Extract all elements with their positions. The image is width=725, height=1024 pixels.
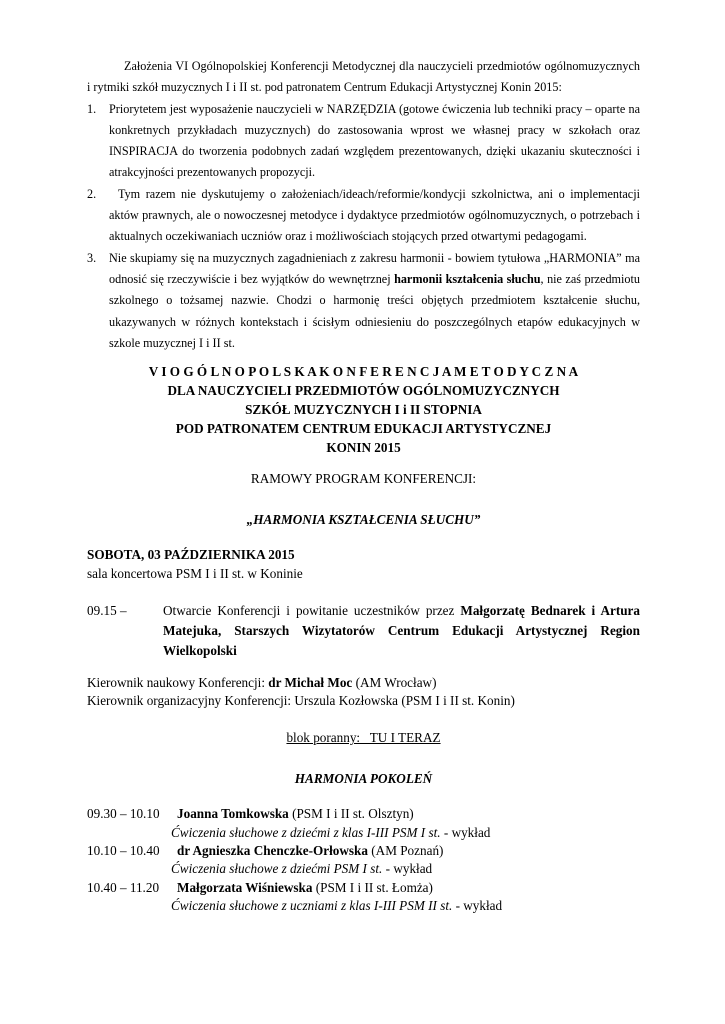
opening-entry (87, 601, 640, 661)
day-info (87, 545, 640, 583)
slot-topic-line (87, 824, 640, 842)
slot-affiliation: (PSM I i II st. Łomża) (315, 879, 433, 895)
program-section (87, 362, 640, 915)
opening-text: Otwarcie Konferencji i powitanie uczestników przez (163, 603, 455, 619)
conference-header-line: DLA NAUCZYCIELI PRZEDMIOTÓW OGÓLNOMUZYCZNYCH (167, 383, 560, 399)
scientific-director-label: Kierownik naukowy Konferencji: (87, 675, 265, 691)
slot-speaker: Małgorzata Wiśniewska (177, 879, 313, 895)
slot-format: - wykład (385, 861, 433, 877)
slot-time: 10.40 – 11.20 (87, 879, 160, 895)
goal-number: 1. (87, 101, 97, 116)
slot-format: - wykład (443, 824, 491, 840)
opening-description (163, 601, 640, 661)
conference-theme: „HARMONIA KSZTAŁCENIA SŁUCHU” (246, 512, 481, 528)
slot-affiliation: (AM Poznań) (371, 842, 444, 858)
schedule-slot (87, 879, 640, 916)
schedule (87, 805, 640, 915)
goal-text-before: Nie skupiamy się na muzycznych zagadnieniach z zakresu harmonii - bowiem tytułowa „HARMONIA” ma odnosić się rzeczywiście i bez wyjątków do wewnętrznej (109, 250, 640, 286)
slot-topic: Ćwiczenia słuchowe z uczniami z klas I-III PSM II st. (171, 898, 453, 914)
goal-text: Tym razem nie dyskutujemy o założeniach/ideach/reformie/kondycji szkolnictwa, ani o implementacji aktów prawnych, ale o nowoczesnej metodyce i dydaktyce przedmiotów ogólnomuzycznych, o potrzebach i aktualnych oczekiwaniach uczniów oraz i możliwościach stojących przed otwartymi pedagogami. (109, 186, 640, 244)
slot-topic-line (87, 860, 640, 878)
goal-text: Priorytetem jest wyposażenie nauczycieli w NARZĘDZIA (gotowe ćwiczenia lub techniki pracy – oparte na konkretnych przykładach muzycznych) do zastosowania wprost we własnej pracy w szkołach oraz INSPIRACJA do tworzenia podobnych zadań względem prezentowanych, dzięki ukazaniu skuteczności i atrakcyjności prezentowanych propozycji. (109, 101, 640, 180)
goal-item (87, 184, 640, 248)
slot-speaker: Joanna Tomkowska (177, 806, 289, 822)
conference-header (87, 362, 640, 457)
organizational-director-line (87, 692, 640, 710)
goal-item (87, 99, 640, 184)
slot-header (87, 879, 640, 897)
session-title: HARMONIA POKOLEŃ (294, 771, 433, 787)
goal-text-after: , nie zaś przedmiotu szkolnego o tożsamej nazwie. Chodzi o harmonię treści objętych przedmiotem kształcenie słuchu, ukazywanych w różnych kontekstach i ścisłym odniesieniu do poszczególnych etapów edukacyjnych w szkole muzycznej I i II st. (109, 271, 640, 350)
document-content (87, 56, 640, 916)
goal-text-emphasis: harmonii kształcenia słuchu (394, 271, 541, 286)
goal-number: 2. (87, 186, 97, 201)
organizational-director-label: Kierownik organizacyjny Konferencji: (87, 692, 292, 708)
slot-topic: Ćwiczenia słuchowe z dziećmi PSM I st. (171, 861, 383, 877)
slot-time: 09.30 – 10.10 (87, 806, 160, 822)
conference-header-line: V I O G Ó L N O P O L S K A K O N F E R E N C J A M E T O D Y C Z N A (148, 364, 579, 380)
day-venue: sala koncertowa PSM I i II st. w Koninie (87, 566, 303, 582)
scientific-director-affiliation: (AM Wrocław) (355, 675, 437, 691)
organizational-director-affiliation: (PSM I i II st. Konin) (401, 692, 515, 708)
slot-format: - wykład (455, 898, 503, 914)
conference-goals (87, 56, 640, 354)
schedule-slot (87, 805, 640, 842)
scientific-director-name: dr Michał Moc (268, 675, 353, 691)
conference-header-line: POD PATRONATEM CENTRUM EDUKACJI ARTYSTYCZNEJ (175, 421, 552, 437)
organizational-director-name: Urszula Kozłowska (294, 692, 399, 708)
conference-header-line: SZKÓŁ MUZYCZNYCH I i II STOPNIA (245, 402, 482, 418)
goal-item (87, 248, 640, 354)
slot-speaker: dr Agnieszka Chenczke-Orłowska (177, 842, 368, 858)
scientific-director-line (87, 674, 640, 692)
slot-topic-line (87, 897, 640, 915)
day-date: SOBOTA, 03 PAŹDZIERNIKA 2015 (87, 547, 295, 563)
slot-topic: Ćwiczenia słuchowe z dziećmi z klas I-III PSM I st. (171, 824, 441, 840)
morning-block-label: blok poranny: TU I TERAZ (286, 730, 441, 746)
goals-intro: Założenia VI Ogólnopolskiej Konferencji Metodycznej dla nauczycieli przedmiotów ogólnomuzycznych i rytmiki szkół muzycznych I i II st. pod patronatem Centrum Edukacji Artystycznej Konin 2015: (87, 59, 640, 95)
goal-number: 3. (87, 250, 97, 265)
conference-header-line: KONIN 2015 (326, 440, 401, 456)
program-label: RAMOWY PROGRAM KONFERENCJI: (250, 471, 477, 487)
slot-affiliation: (PSM I i II st. Olsztyn) (292, 806, 414, 822)
opening-hosts: Małgorzatę Bednarek i Artura Matejuka, Starszych Wizytatorów Centrum Edukacji Artystycznej Region Wielkopolski (163, 603, 641, 659)
slot-header (87, 842, 640, 860)
morning-block-heading (87, 728, 640, 747)
schedule-slot (87, 842, 640, 879)
slot-time: 10.10 – 10.40 (87, 842, 160, 858)
opening-time: 09.15 – (87, 603, 127, 619)
slot-header (87, 805, 640, 823)
conference-directors (87, 674, 640, 709)
